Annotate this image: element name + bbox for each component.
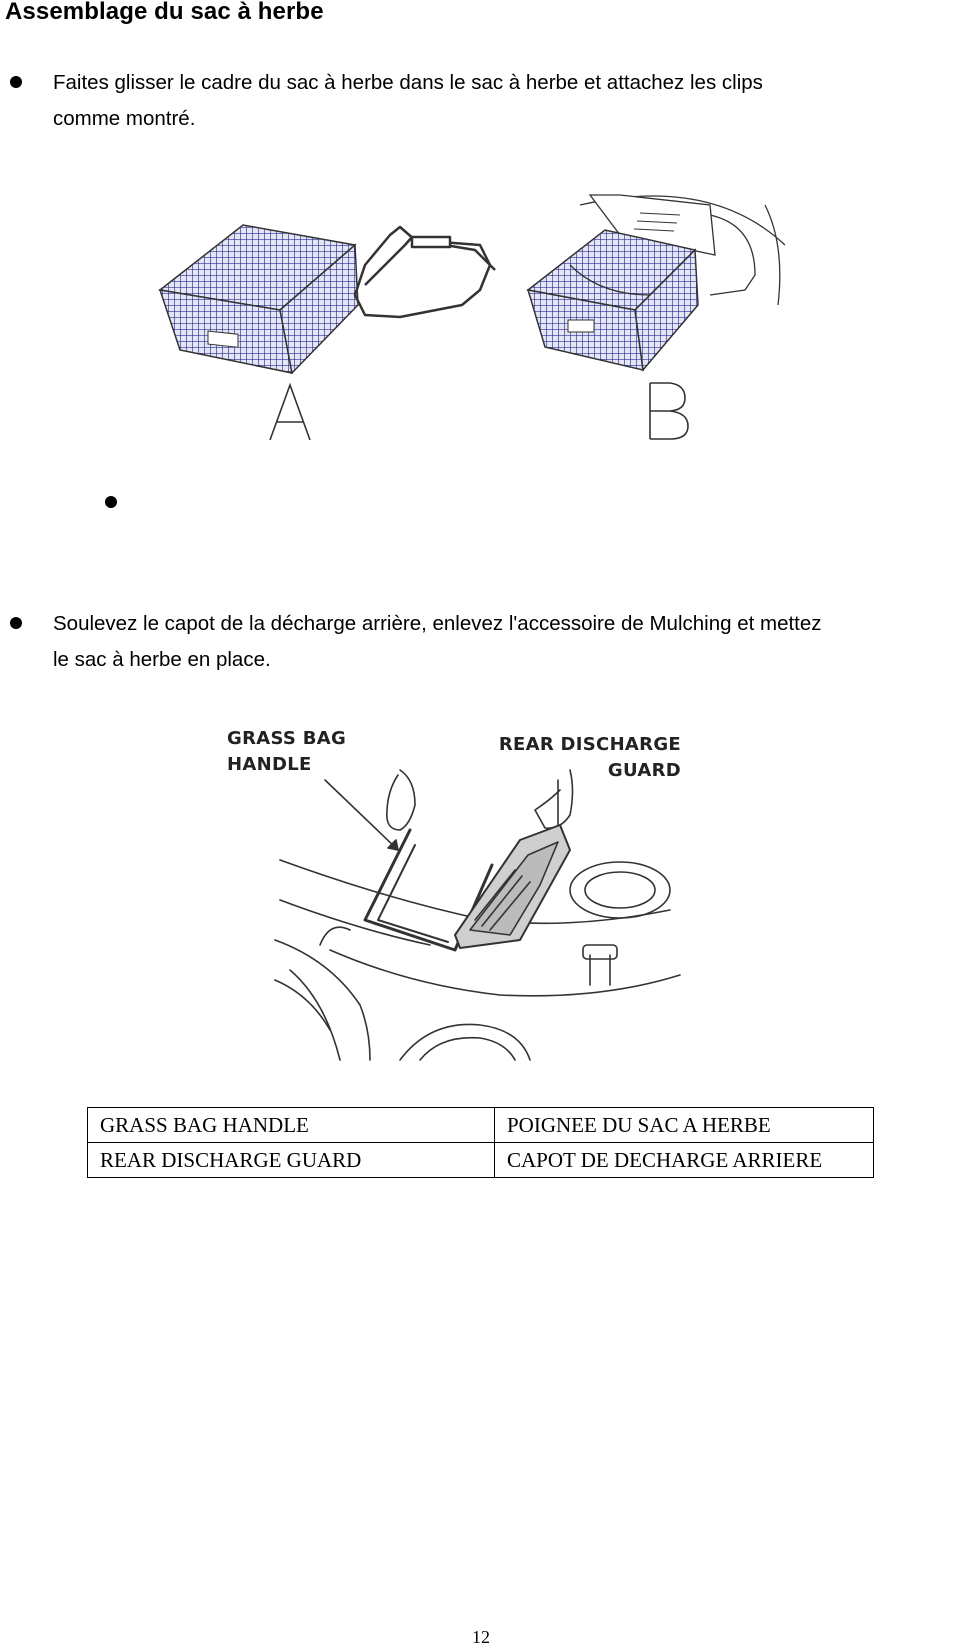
label-b	[650, 383, 688, 439]
table-cell: CAPOT DE DECHARGE ARRIERE	[495, 1143, 874, 1178]
label-a-text: A	[150, 172, 161, 189]
step-1-text	[53, 65, 763, 137]
step-2-text	[53, 606, 822, 678]
bag-assembly-illustration	[150, 172, 830, 470]
page-number: 12	[472, 1627, 490, 1647]
callout-grass-bag-handle-line-1: GRASS BAG	[227, 728, 347, 749]
mower-bag-installation-illustration	[270, 770, 690, 1070]
grass-bag-a	[160, 225, 358, 373]
table-cell: GRASS BAG HANDLE	[88, 1108, 495, 1143]
bullet-step-1	[10, 76, 22, 88]
step-2-line-2: le sac à herbe en place.	[53, 648, 271, 671]
grass-bag-b-mounted	[528, 195, 785, 370]
callout-rear-discharge-guard-line-1: REAR DISCHARGE	[498, 734, 681, 755]
label-a	[270, 385, 310, 440]
callout-rear-discharge-guard-line-2: GUARD	[607, 760, 681, 781]
section-title: Assemblage du sac à herbe	[5, 0, 324, 25]
table-row	[88, 1143, 874, 1178]
table-row	[88, 1108, 874, 1143]
step-1-line-2: comme montré.	[53, 107, 196, 130]
table-cell: POIGNEE DU SAC A HERBE	[495, 1108, 874, 1143]
grass-bag-frame	[355, 227, 495, 317]
bullet-empty	[105, 496, 117, 508]
table-cell: REAR DISCHARGE GUARD	[88, 1143, 495, 1178]
bullet-step-2	[10, 617, 22, 629]
callout-grass-bag-handle-line-2: HANDLE	[227, 754, 312, 775]
step-2-line-1: Soulevez le capot de la décharge arrière, enlevez l'accessoire de Mulching et mettez	[53, 612, 822, 635]
translation-table	[87, 1107, 874, 1178]
step-1-line-1: Faites glisser le cadre du sac à herbe dans le sac à herbe et attachez les clips	[53, 71, 763, 94]
